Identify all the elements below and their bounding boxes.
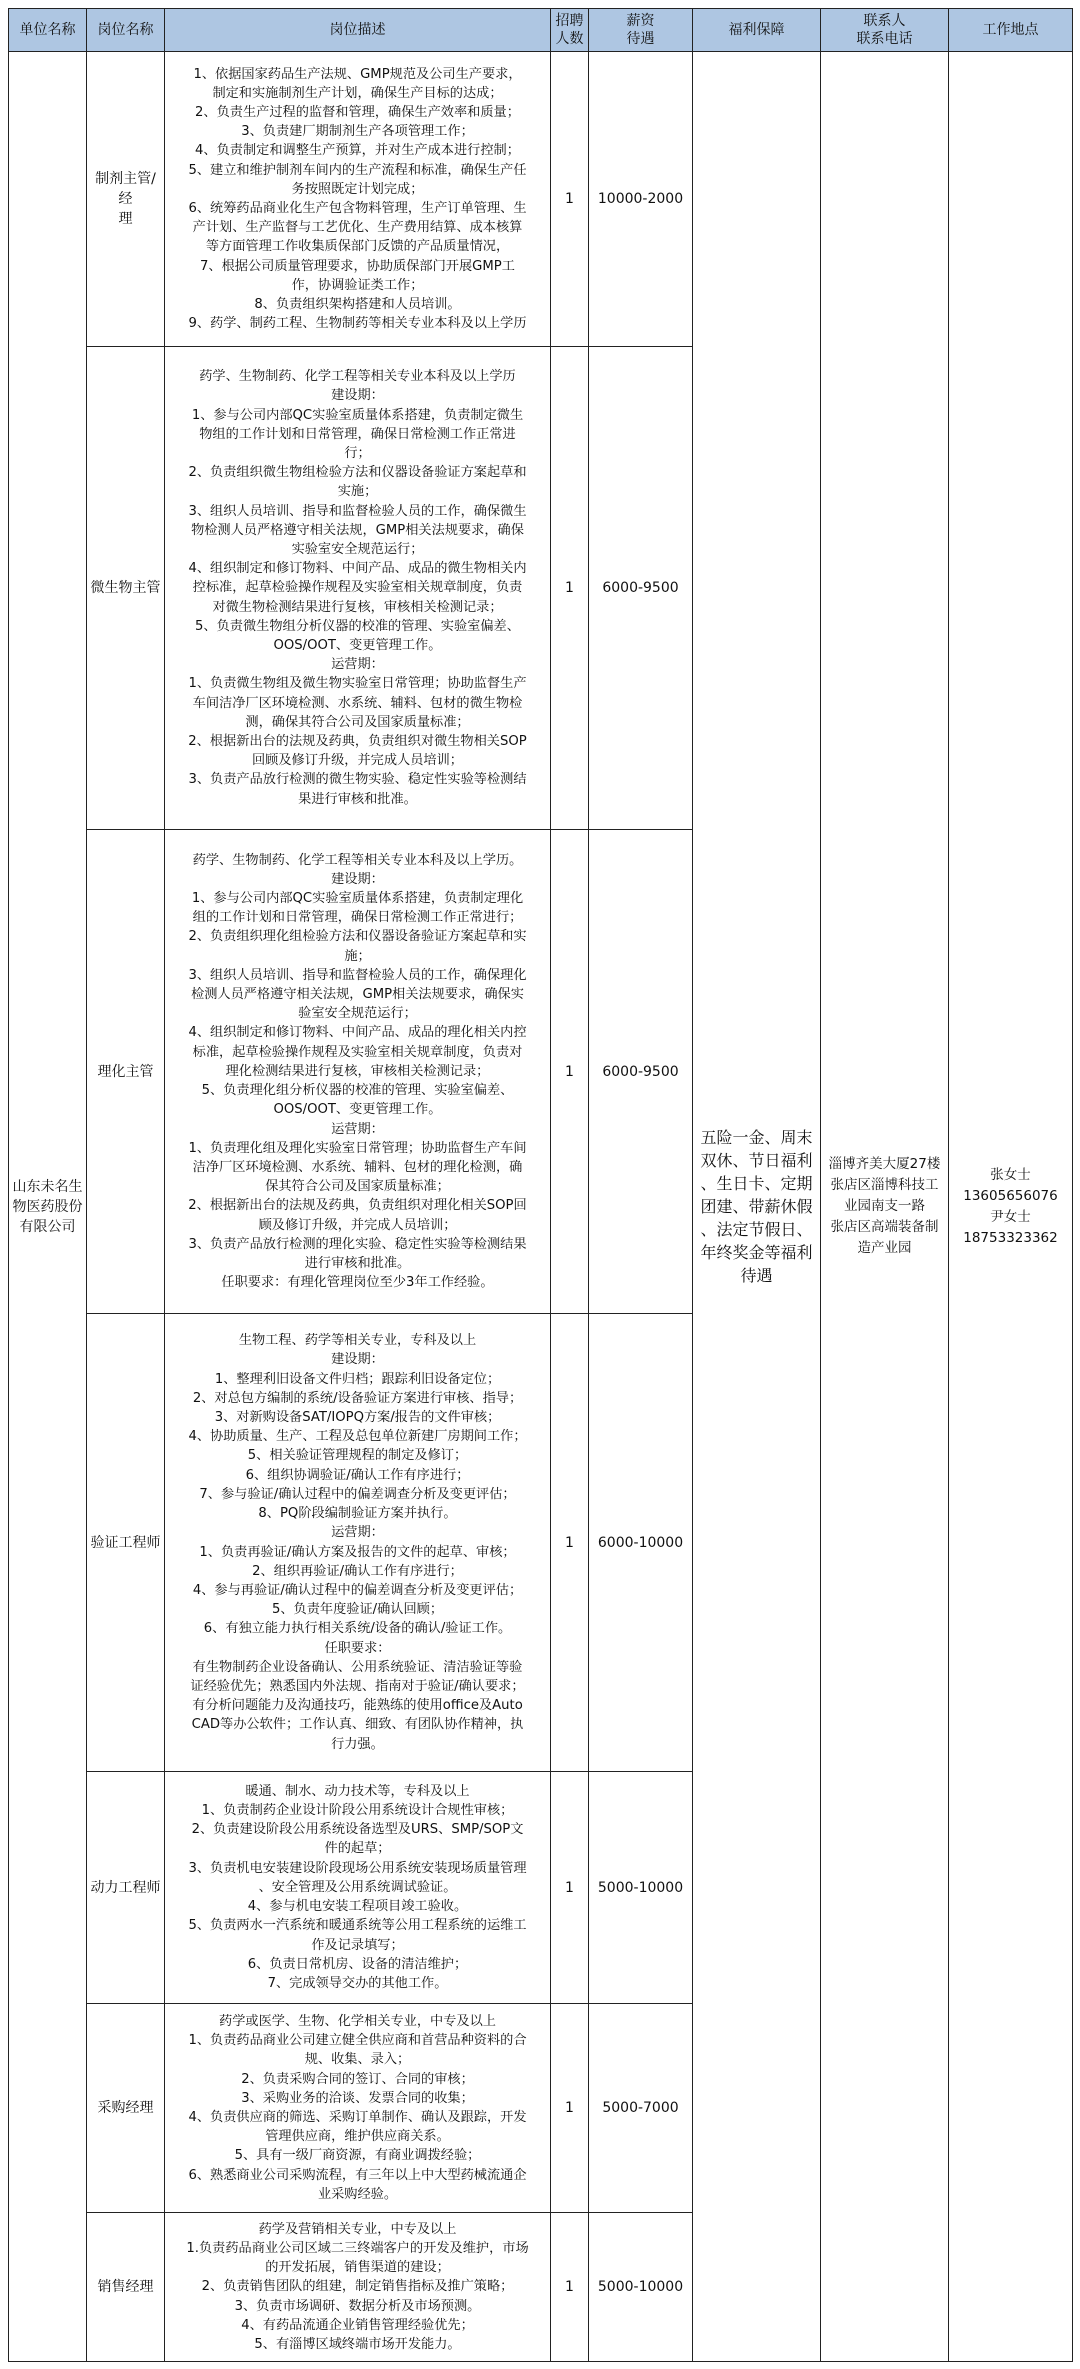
description-line: 4、组织制定和修订物料、中间产品、成品的理化相关内控: [188, 1025, 527, 1041]
description-cell: [165, 2004, 551, 2213]
description-line: 任职要求：: [324, 1640, 391, 1656]
position-cell: [87, 1314, 165, 1772]
salary-cell: 6000-9500: [589, 830, 693, 1314]
welfare-line: 、法定节假日、: [700, 1220, 813, 1239]
description-line: 5、具有一级厂商资源，有商业调拨经验；: [234, 2148, 481, 2164]
location-line: 业园南支一路: [844, 1198, 925, 1214]
description-line: 5、建立和维护制剂车间内的生产流程和标准，确保生产任: [188, 162, 527, 178]
header-count: 招聘 人数: [551, 9, 589, 52]
description-line: 9、药学、制药工程、生物制药等相关专业本科及以上学历: [188, 316, 527, 332]
description-line: 1、依据国家药品生产法规、GMP规范及公司生产要求，: [193, 66, 522, 82]
description-line: 标准，起草检验操作规程及实验室相关规章制度，负责对: [192, 1044, 523, 1060]
description-line: 1.负责药品商业公司区域二三终端客户的开发及维护，市场: [186, 2240, 529, 2256]
headcount-cell: 1: [551, 2213, 589, 2362]
description-line: 4、参与再验证/确认过程中的偏差调查分析及变更评估；: [192, 1582, 523, 1598]
description-line: 2、根据新出台的法规及药典，负责组织对微生物相关SOP: [188, 734, 527, 750]
description-line: 对微生物检测结果进行复核，审核相关检测记录；: [212, 599, 503, 615]
position-name-line: 理化主管: [97, 1063, 154, 1080]
description-line: 药学或医学、生物、化学相关专业，中专及以上: [219, 2013, 496, 2029]
location-cell: [821, 52, 949, 2362]
description-line: 实验室安全规范运行；: [291, 541, 424, 557]
description-line: 3、负责产品放行检测的微生物实验、稳定性实验等检测结: [188, 772, 527, 788]
description-cell: [165, 1314, 551, 1772]
description-line: 建设期：: [331, 388, 384, 404]
description-line: 3、负责建厂期制剂生产各项管理工作；: [241, 124, 474, 140]
position-name-line: 验证工程师: [90, 1534, 161, 1551]
description-line: 1、负责药品商业公司建立健全供应商和首营品种资料的合: [188, 2033, 527, 2049]
header-location: 工作地点: [949, 9, 1073, 52]
description-line: 3、负责市场调研、数据分析及市场预测。: [234, 2298, 481, 2314]
description-line: 8、负责组织架构搭建和人员培训。: [254, 297, 461, 313]
salary-cell: 10000-2000: [589, 52, 693, 347]
description-line: 有分析问题能力及沟通技巧，能熟练的使用office及Auto: [192, 1698, 523, 1714]
description-line: 药学及营销相关专业，中专及以上: [258, 2221, 457, 2237]
description-line: 药学、生物制药、化学工程等相关专业本科及以上学历: [199, 369, 516, 385]
description-line: 物检测人员严格遵守相关法规，GMP相关法规要求，确保: [191, 522, 524, 538]
description-cell: [165, 52, 551, 347]
recruitment-table: [8, 8, 1073, 2362]
salary-cell: 6000-10000: [589, 1314, 693, 1772]
description-line: 运营期：: [331, 1121, 384, 1137]
company-name-line: 物医药股份: [12, 1198, 83, 1215]
description-line: 2、负责生产过程的监督和管理，确保生产效率和质量；: [195, 104, 520, 120]
description-line: 6、组织协调验证/确认工作有序进行；: [245, 1467, 470, 1483]
description-line: 5、负责理化组分析仪器的校准的管理、实验室偏差、: [201, 1083, 514, 1099]
description-line: 1、负责理化组及理化实验室日常管理；协助监督生产车间: [188, 1140, 527, 1156]
description-line: 回顾及修订升级，并完成人员培训；: [252, 753, 463, 769]
welfare-line: 双休、节日福利: [700, 1151, 813, 1170]
description-line: 件的起草；: [324, 1841, 391, 1857]
headcount-cell: 1: [551, 347, 589, 830]
description-line: 检测人员严格遵守相关法规，GMP相关法规要求，确保实: [191, 987, 524, 1003]
description-line: 1、负责微生物组及微生物实验室日常管理；协助监督生产: [188, 676, 527, 692]
description-line: 验室安全规范运行；: [298, 1006, 417, 1022]
description-line: 5、有淄博区域终端市场开发能力。: [254, 2337, 461, 2352]
headcount-cell: 1: [551, 1772, 589, 2004]
description-line: 等方面管理工作收集质保部门反馈的产品质量情况，: [205, 239, 510, 255]
description-cell: [165, 347, 551, 830]
welfare-cell: [693, 52, 821, 2362]
description-line: 的开发拓展，销售渠道的建设；: [265, 2260, 450, 2276]
location-line: 淄博齐美大厦27楼: [828, 1156, 941, 1172]
salary-cell: 5000-10000: [589, 2213, 693, 2362]
description-line: 7、参与验证/确认过程中的偏差调查分析及变更评估；: [199, 1486, 516, 1502]
description-line: 行力强。: [331, 1736, 384, 1752]
headcount-cell: 1: [551, 830, 589, 1314]
headcount-cell: 1: [551, 52, 589, 347]
welfare-line: 团建、带薪休假: [700, 1197, 813, 1216]
contact-cell: [949, 52, 1073, 2362]
description-line: 1、参与公司内部QC实验室质量体系搭建，负责制定理化: [191, 891, 524, 907]
position-name-line: 采购经理: [97, 2100, 154, 2116]
description-line: 7、完成领导交办的其他工作。: [267, 1975, 448, 1991]
description-line: 7、根据公司质量管理要求，协助质保部门开展GMP工: [200, 258, 515, 274]
description-line: 2、负责采购合同的签订、合同的审核；: [241, 2071, 474, 2087]
description-line: 产计划、生产监督与工艺优化、生产费用结算、成本核算: [192, 220, 523, 236]
description-line: 任职要求：有理化管理岗位至少3年工作经验。: [221, 1275, 494, 1291]
header-salary: 薪资 待遇: [589, 9, 693, 52]
contact-line: 尹女士: [990, 1208, 1031, 1225]
job-row: [9, 52, 1073, 347]
location-line: 造产业园: [857, 1240, 912, 1256]
salary-cell: 6000-9500: [589, 347, 693, 830]
position-cell: [87, 1772, 165, 2004]
description-line: 进行审核和批准。: [304, 1255, 411, 1271]
position-cell: [87, 2213, 165, 2362]
description-line: 6、有独立能力执行相关系统/设备的确认/验证工作。: [203, 1621, 512, 1637]
position-cell: [87, 52, 165, 347]
location-line: 张店区高端装备制: [830, 1219, 939, 1235]
description-line: 务按照既定计划完成；: [291, 181, 424, 197]
position-name-line: 动力工程师: [90, 1879, 161, 1896]
header-company: 单位名称: [9, 9, 87, 52]
header-welfare: 福利保障: [693, 9, 821, 52]
position-cell: [87, 830, 165, 1314]
description-line: 车间洁净厂区环境检测、水系统、辅料、包材的微生物检: [192, 695, 523, 711]
description-cell: [165, 2213, 551, 2362]
description-line: 建设期：: [331, 871, 384, 887]
description-line: 组的工作计划和日常管理，确保日常检测工作正常进行；: [192, 910, 523, 926]
position-cell: [87, 347, 165, 830]
description-line: 3、对新购设备SAT/IOPQ方案/报告的文件审核；: [214, 1410, 501, 1426]
description-line: 施；: [344, 948, 371, 964]
description-line: 8、PQ阶段编制验证方案并执行。: [258, 1506, 457, 1522]
description-line: 2、根据新出台的法规及药典，负责组织对理化相关SOP回: [188, 1198, 527, 1214]
description-line: 制定和实施制剂生产计划，确保生产目标的达成；: [212, 85, 503, 101]
description-line: CAD等办公软件；工作认真、细致、有团队协作精神，执: [191, 1717, 524, 1733]
contact-line: 13605656076: [963, 1187, 1058, 1204]
description-line: 2、对总包方编制的系统/设备验证方案进行审核、指导；: [192, 1390, 523, 1406]
description-line: 3、采购业务的洽谈、发票合同的收集；: [241, 2090, 474, 2106]
description-line: 4、有药品流通企业销售管理经验优先；: [241, 2317, 474, 2333]
description-line: OOS/OOT、变更管理工作。: [273, 1102, 442, 1118]
welfare-line: 、生日卡、定期: [700, 1174, 813, 1193]
header-contact: 联系人 联系电话: [821, 9, 949, 52]
description-line: 、安全管理及公用系统调试验证。: [258, 1879, 457, 1895]
description-line: 6、熟悉商业公司采购流程，有三年以上中大型药械流通企: [188, 2167, 527, 2183]
description-line: 药学、生物制药、化学工程等相关专业本科及以上学历。: [192, 852, 523, 868]
description-line: 果进行审核和批准。: [298, 791, 417, 807]
description-line: 行；: [344, 445, 371, 461]
contact-line: 18753323362: [963, 1229, 1058, 1246]
description-line: 5、负责两水一汽系统和暖通系统等公用工程系统的运维工: [188, 1918, 527, 1934]
position-name-line: 制剂主管/经: [95, 171, 156, 207]
description-line: 5、相关验证管理规程的制定及修订；: [247, 1448, 468, 1464]
description-line: 1、参与公司内部QC实验室质量体系搭建，负责制定微生: [191, 407, 524, 423]
company-name-line: 有限公司: [19, 1218, 76, 1235]
description-line: 运营期：: [331, 657, 384, 673]
welfare-line: 五险一金、周末: [700, 1128, 813, 1147]
salary-cell: 5000-7000: [589, 2004, 693, 2213]
position-cell: [87, 2004, 165, 2213]
description-line: 1、负责再验证/确认方案及报告的文件的起草、审核；: [199, 1544, 516, 1560]
description-line: 5、负责微生物组分析仪器的校准的管理、实验室偏差、: [195, 618, 520, 634]
header-row: [9, 9, 1073, 52]
company-cell: [9, 52, 87, 2362]
description-line: 2、负责组织理化组检验方法和仪器设备验证方案起草和实: [188, 929, 527, 945]
location-line: 张店区淄博科技工: [830, 1177, 939, 1193]
header-description: 岗位描述: [165, 9, 551, 52]
description-line: 暖通、制水、动力技术等，专科及以上: [245, 1783, 470, 1799]
position-name-line: 销售经理: [97, 2279, 154, 2295]
contact-line: 张女士: [990, 1166, 1031, 1183]
description-line: 5、负责年度验证/确认回顾；: [271, 1602, 444, 1618]
description-line: 作，协调验证类工作；: [291, 277, 424, 293]
position-name-line: 微生物主管: [90, 580, 161, 596]
description-line: 4、组织制定和修订物料、中间产品、成品的微生物相关内: [188, 561, 527, 577]
description-line: 3、负责机电安装建设阶段现场公用系统安装现场质量管理: [188, 1860, 527, 1876]
description-line: 建设期：: [331, 1352, 384, 1368]
headcount-cell: 1: [551, 2004, 589, 2213]
description-line: 2、组织再验证/确认工作有序进行；: [252, 1563, 463, 1579]
description-line: 2、负责组织微生物组检验方法和仪器设备验证方案起草和: [188, 465, 527, 481]
description-cell: [165, 830, 551, 1314]
description-line: 4、负责供应商的筛选、采购订单制作、确认及跟踪，开发: [188, 2110, 527, 2125]
description-line: 洁净厂区环境检测、水系统、辅料、包材的理化检测，确: [192, 1159, 523, 1175]
description-line: 管理供应商，维护供应商关系。: [265, 2129, 450, 2145]
description-line: 运营期：: [331, 1525, 384, 1541]
description-line: 生物工程、药学等相关专业，专科及以上: [238, 1333, 477, 1349]
company-name-line: 山东未名生: [12, 1178, 83, 1195]
position-name-line: 理: [118, 211, 133, 227]
description-line: 2、负责建设阶段公用系统设备选型及URS、SMP/SOP文: [191, 1822, 524, 1838]
description-line: 1、整理利旧设备文件归档；跟踪利旧设备定位；: [214, 1371, 501, 1387]
description-line: 理化检测结果进行复核，审核相关检测记录；: [225, 1063, 490, 1079]
description-line: 控标准，起草检验操作规程及实验室相关规章制度，负责: [192, 580, 523, 596]
description-line: 物组的工作计划和日常管理，确保日常检测工作正常进: [199, 426, 516, 442]
description-line: 实施；: [337, 484, 378, 500]
description-line: 业采购经验。: [317, 2186, 398, 2202]
description-line: 保其符合公司及国家质量标准；: [265, 1179, 450, 1195]
description-line: OOS/OOT、变更管理工作。: [273, 638, 442, 653]
description-line: 测，确保其符合公司及国家质量标准；: [245, 714, 470, 730]
welfare-line: 待遇: [740, 1266, 773, 1285]
description-line: 2、负责销售团队的组建，制定销售指标及推广策略；: [201, 2279, 514, 2295]
header-position: 岗位名称: [87, 9, 165, 52]
description-line: 6、负责日常机房、设备的清洁维护；: [247, 1956, 468, 1972]
description-line: 作及记录填写；: [311, 1937, 404, 1953]
description-line: 3、负责产品放行检测的理化实验、稳定性实验等检测结果: [188, 1236, 527, 1252]
welfare-line: 年终奖金等福利: [700, 1243, 813, 1262]
description-line: 4、负责制定和调整生产预算，并对生产成本进行控制；: [195, 143, 520, 159]
description-line: 3、组织人员培训、指导和监督检验人员的工作，确保微生: [188, 503, 527, 519]
description-line: 4、协助质量、生产、工程及总包单位新建厂房期间工作；: [188, 1429, 527, 1445]
description-line: 3、组织人员培训、指导和监督检验人员的工作，确保理化: [188, 967, 527, 983]
description-line: 证经验优先；熟悉国内外法规、指南对于验证/确认要求；: [190, 1678, 525, 1694]
description-line: 6、统筹药品商业化生产包含物料管理，生产订单管理、生: [188, 201, 527, 216]
description-cell: [165, 1772, 551, 2004]
headcount-cell: 1: [551, 1314, 589, 1772]
description-line: 有生物制药企业设备确认、公用系统验证、清洁验证等验: [192, 1659, 523, 1675]
description-line: 顾及修订升级，并完成人员培训；: [258, 1217, 457, 1233]
description-line: 规、收集、录入；: [304, 2052, 411, 2068]
salary-cell: 5000-10000: [589, 1772, 693, 2004]
description-line: 4、参与机电安装工程项目竣工验收。: [247, 1899, 468, 1915]
description-line: 1、负责制药企业设计阶段公用系统设计合规性审核；: [201, 1803, 514, 1819]
